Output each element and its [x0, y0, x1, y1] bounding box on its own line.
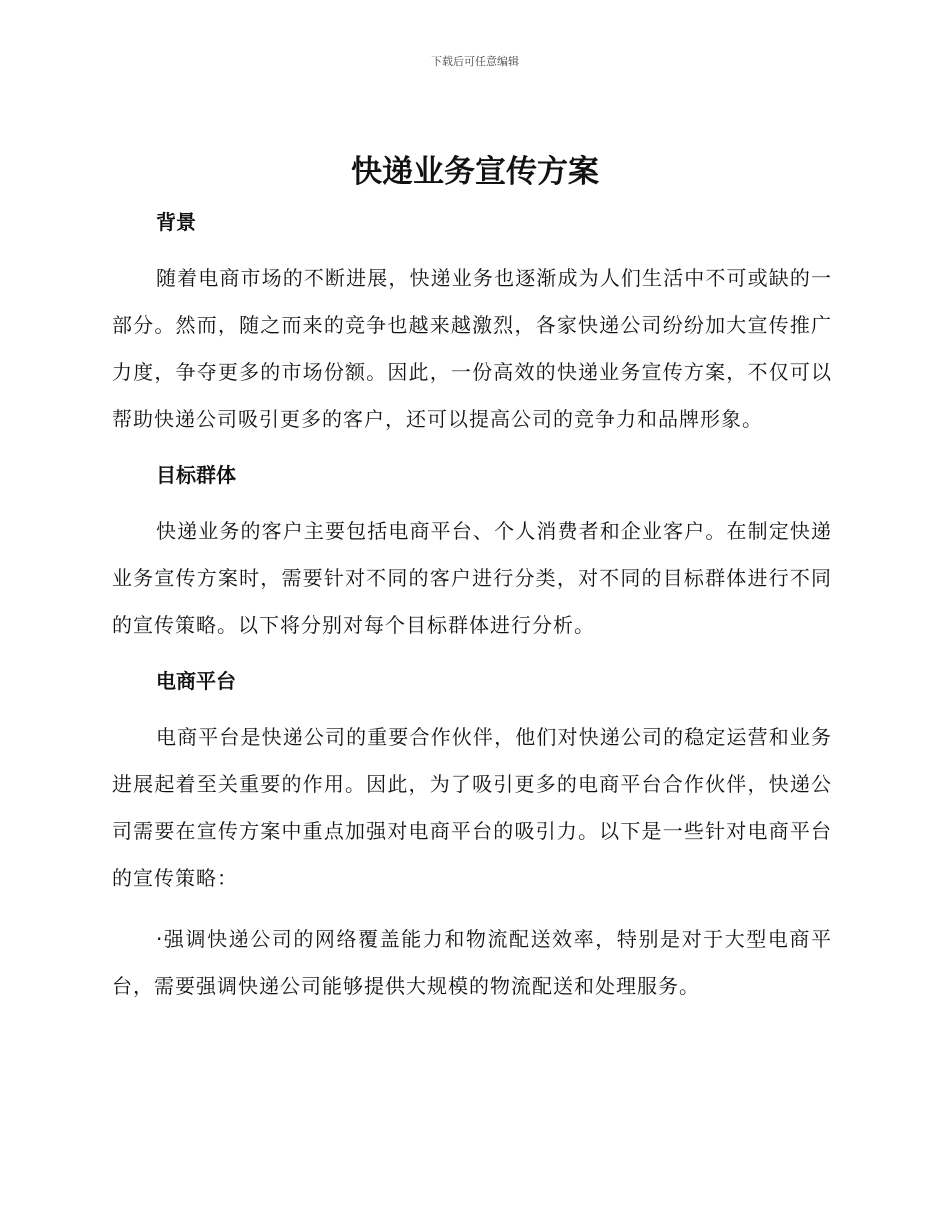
document-title: 快递业务宣传方案 — [351, 154, 599, 190]
spacer — [112, 493, 832, 508]
spacer — [112, 902, 832, 916]
spacer — [112, 443, 832, 457]
bullet-item — [112, 916, 832, 1010]
paragraph-target-groups: 快递业务的客户主要包括电商平台、个人消费者和企业客户。在制定快递业务宣传方案时，需要针对不同的客户进行分类，对不同的目标群体进行不同的宣传策略。以下将分别对每个目标群体进行分析。 — [112, 519, 832, 637]
paragraph-ecommerce-platform: 电商平台是快递公司的重要合作伙伴，他们对快递公司的稳定运营和业务进展起着至关重要的作用。因此，为了吸引更多的电商平台合作伙伴，快递公司需要在宣传方案中重点加强对电商平台的吸引力。以下是一些针对电商平台的宣传策略： — [112, 725, 832, 890]
document-body — [112, 204, 832, 1010]
spacer — [112, 699, 832, 714]
bullet-item-text: 强调快递公司的网络覆盖能力和物流配送效率，特别是对于大型电商平台，需要强调快递公司能够提供大规模的物流配送和处理服务。 — [112, 927, 832, 998]
bullet-dot-icon: · — [156, 927, 164, 951]
section-heading-background: 背景 — [156, 210, 196, 234]
paragraph-background: 随着电商市场的不断进展，快递业务也逐渐成为人们生活中不可或缺的一部分。然而，随之而来的竞争也越来越激烈，各家快递公司纷纷加大宣传推广力度，争夺更多的市场份额。因此，一份高效的快递业务宣传方案，不仅可以帮助快递公司吸引更多的客户，还可以提高公司的竞争力和品牌形象。 — [112, 266, 832, 431]
spacer — [112, 649, 832, 663]
section-heading-ecommerce-platform: 电商平台 — [156, 669, 236, 693]
section-heading-target-groups: 目标群体 — [156, 463, 236, 487]
page-header-note: 下载后可任意编辑 — [431, 55, 519, 68]
spacer — [112, 240, 832, 255]
